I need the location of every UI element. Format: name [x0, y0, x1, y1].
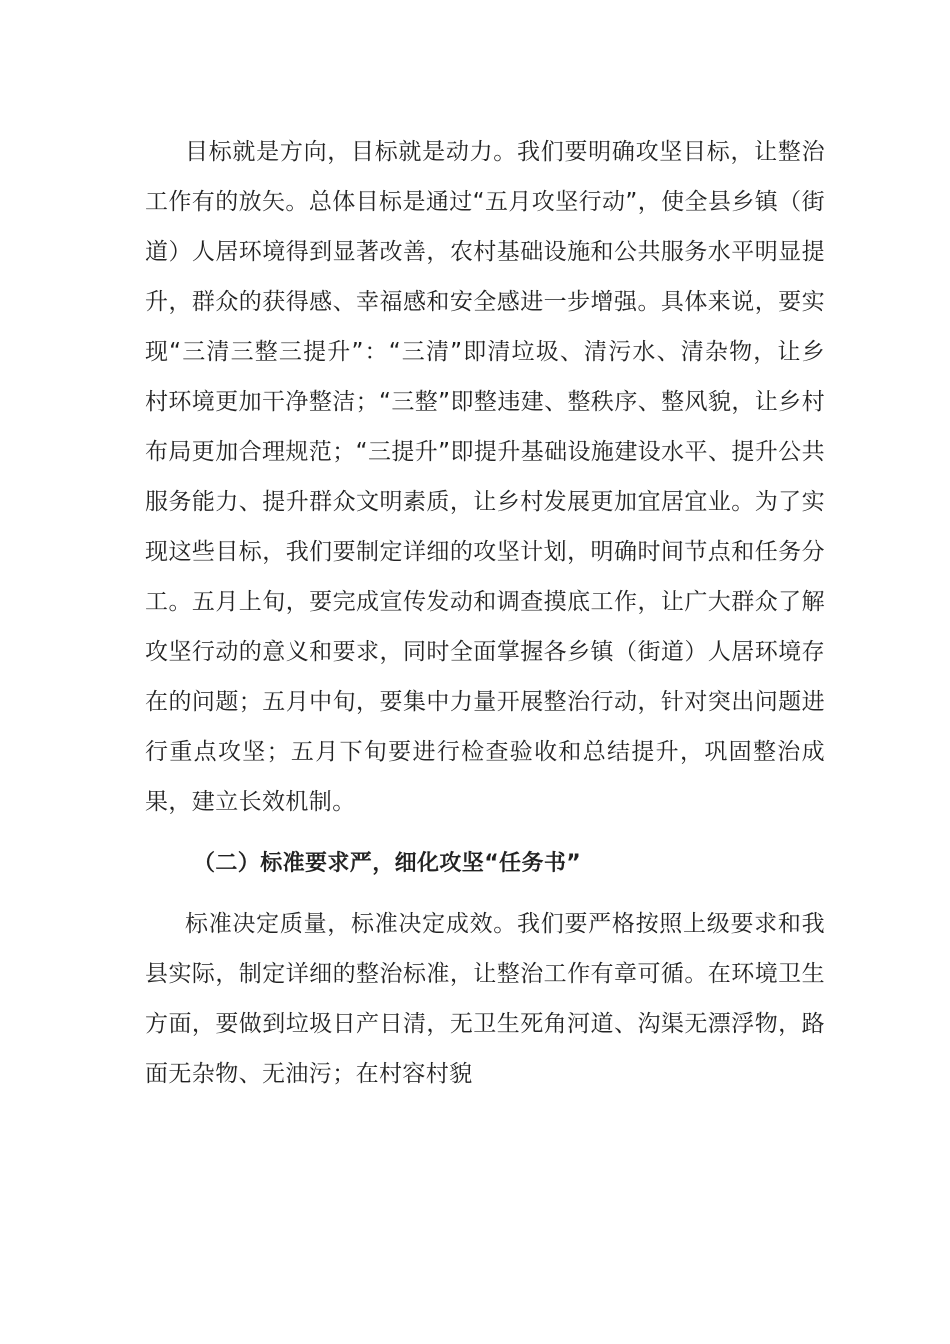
paragraph-goals: 目标就是方向，目标就是动力。我们要明确攻坚目标，让整治工作有的放矢。总体目标是通过“五月攻坚行动”，使全县乡镇（街道）人居环境得到显著改善，农村基础设施和公共服务水平明显提升，群众的获得感、幸福感和安全感进一步增强。具体来说，要实现“三清三整三提升”：“三清”即清垃圾、清污水、清杂物，让乡村环境更加干净整洁；“三整”即整违建、整秩序、整风貌，让乡村布局更加合理规范；“三提升”即提升基础设施建设水平、提升公共服务能力、提升群众文明素质，让乡村发展更加宜居宜业。为了实现这些目标，我们要制定详细的攻坚计划，明确时间节点和任务分工。五月上旬，要完成宣传发动和调查摸底工作，让广大群众了解攻坚行动的意义和要求，同时全面掌握各乡镇（街道）人居环境存在的问题；五月中旬，要集中力量开展整治行动，针对突出问题进行重点攻坚；五月下旬要进行检查验收和总结提升，巩固整治成果，建立长效机制。 — [145, 139, 825, 815]
section-heading: （二）标准要求严，细化攻坚“任务书” — [193, 851, 582, 876]
paragraph-standards: 标准决定质量，标准决定成效。我们要严格按照上级要求和我县实际，制定详细的整治标准，让整治工作有章可循。在环境卫生方面，要做到垃圾日产日清，无卫生死角河道、沟渠无漂浮物，路面无杂物、无油污；在村容村貌 — [145, 911, 825, 1087]
document-body — [145, 127, 825, 1099]
